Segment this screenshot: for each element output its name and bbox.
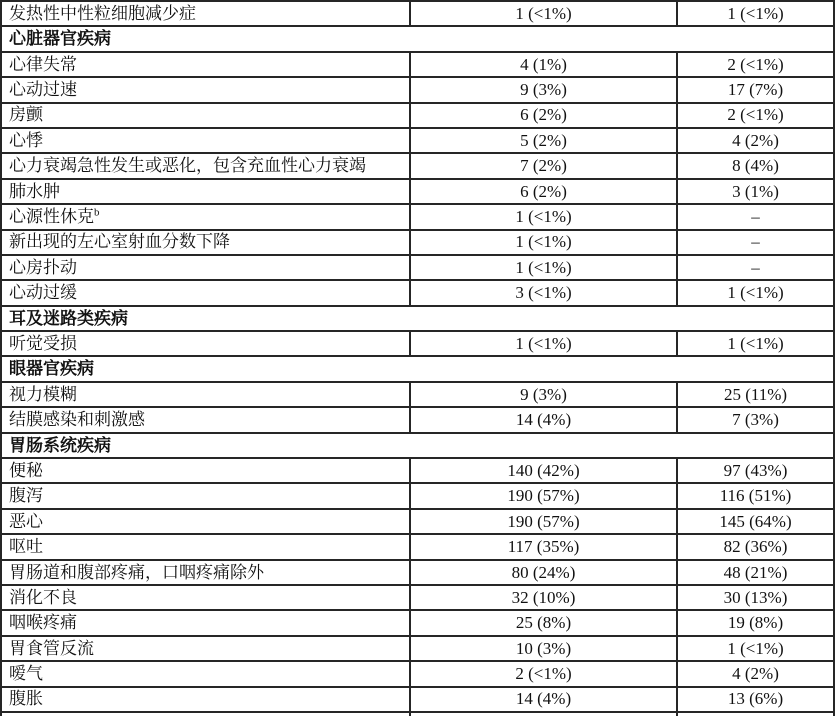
count-cell: 116 (51%) — [677, 483, 834, 508]
count-cell: 13 (6%) — [677, 687, 834, 712]
count-cell: 10 (3%) — [410, 636, 677, 661]
table-row — [1, 255, 834, 280]
condition-cell — [1, 636, 410, 661]
condition-cell — [1, 230, 410, 255]
count-cell: 19 (8%) — [677, 610, 834, 635]
count-cell: 6 (2%) — [410, 179, 677, 204]
section-header-cell: 心脏器官疾病 — [1, 26, 834, 51]
count-cell: 1 (<1%) — [410, 331, 677, 356]
count-cell: 25 (8%) — [410, 610, 677, 635]
section-header-row — [1, 26, 834, 51]
adverse-events-table-body — [1, 1, 834, 716]
count-cell: 190 (57%) — [410, 509, 677, 534]
condition-label: 新出现的左心室射血分数下降 — [9, 232, 230, 252]
count-cell: 145 (64%) — [677, 509, 834, 534]
count-cell: 30 (13%) — [677, 585, 834, 610]
count-cell: 1 (<1%) — [410, 255, 677, 280]
count-cell: 14 (4%) — [410, 407, 677, 432]
condition-label: 恶心 — [9, 511, 43, 531]
count-cell: – — [677, 230, 834, 255]
count-cell: 7 (3%) — [677, 407, 834, 432]
count-cell: 8 (4%) — [677, 153, 834, 178]
condition-label: 心力衰竭急性发生或恶化，包含充血性心力衰竭 — [9, 156, 366, 176]
section-header-row — [1, 433, 834, 458]
count-cell: 32 (10%) — [410, 585, 677, 610]
count-cell: 1 (<1%) — [677, 280, 834, 305]
count-cell: 1 (<1%) — [410, 1, 677, 26]
table-row — [1, 280, 834, 305]
condition-label: 听觉受损 — [9, 334, 77, 353]
condition-cell — [1, 1, 410, 26]
condition-cell — [1, 407, 410, 432]
condition-label: 心动过缓 — [9, 283, 77, 303]
count-cell: 14 (4%) — [410, 687, 677, 712]
condition-cell — [1, 534, 410, 559]
condition-label: 心悸 — [9, 130, 43, 150]
count-cell: 2 (<1%) — [410, 661, 677, 686]
table-row — [1, 687, 834, 712]
condition-label: 心动过速 — [9, 80, 77, 100]
count-cell: 82 (36%) — [677, 534, 834, 559]
section-header-row — [1, 356, 834, 381]
footnote-marker: b — [94, 206, 100, 219]
table-row — [1, 1, 834, 26]
condition-cell — [1, 77, 410, 102]
table-row — [1, 382, 834, 407]
count-cell: 1 (<1%) — [410, 230, 677, 255]
condition-cell — [1, 280, 410, 305]
count-cell: 9 (3%) — [410, 382, 677, 407]
count-cell: 3 (1%) — [677, 179, 834, 204]
count-cell: 25 (11%) — [677, 382, 834, 407]
table-row — [1, 128, 834, 153]
section-header-row — [1, 306, 834, 331]
condition-label: 房颤 — [9, 105, 43, 125]
table-row — [1, 534, 834, 559]
condition-cell — [1, 103, 410, 128]
count-cell: 1 (<1%) — [677, 331, 834, 356]
count-cell: 140 (42%) — [410, 458, 677, 483]
condition-cell — [1, 661, 410, 686]
condition-cell — [1, 382, 410, 407]
table-row — [1, 52, 834, 77]
condition-cell — [1, 52, 410, 77]
table-row — [1, 636, 834, 661]
condition-cell — [1, 483, 410, 508]
section-header-cell: 胃肠系统疾病 — [1, 433, 834, 458]
condition-cell — [1, 560, 410, 585]
condition-label: 视力模糊 — [9, 384, 77, 404]
condition-label: 腹胀 — [9, 689, 43, 709]
table-row — [1, 661, 834, 686]
count-cell: 1 (<1%) — [410, 204, 677, 229]
count-cell: 17 (7%) — [677, 77, 834, 102]
condition-cell — [1, 255, 410, 280]
condition-cell — [1, 179, 410, 204]
condition-label: 便秘 — [9, 460, 43, 480]
condition-cell — [1, 687, 410, 712]
section-header-cell: 眼器官疾病 — [1, 356, 834, 381]
count-cell: 80 (24%) — [410, 560, 677, 585]
condition-cell — [1, 509, 410, 534]
condition-label: 嗳气 — [9, 664, 43, 684]
table-row — [1, 77, 834, 102]
table-row — [1, 331, 834, 356]
section-header-cell: 耳及迷路类疾病 — [1, 306, 834, 331]
table-row — [1, 230, 834, 255]
table-row — [1, 153, 834, 178]
table-row — [1, 458, 834, 483]
count-cell: 3 (<1%) — [410, 280, 677, 305]
table-row — [1, 509, 834, 534]
condition-cell — [1, 331, 410, 356]
count-cell: – — [677, 204, 834, 229]
table-row — [1, 407, 834, 432]
count-cell: 7 (2%) — [410, 153, 677, 178]
condition-cell — [1, 585, 410, 610]
table-row — [1, 204, 834, 229]
count-cell: 97 (43%) — [677, 458, 834, 483]
condition-label: 结膜感染和刺激感 — [9, 410, 145, 430]
table-row — [1, 179, 834, 204]
condition-label: 咽喉疼痛 — [9, 613, 77, 633]
condition-label: 心律失常 — [9, 54, 77, 74]
count-cell: 48 (21%) — [677, 560, 834, 585]
count-cell: 1 (<1%) — [677, 636, 834, 661]
condition-label: 胃食管反流 — [9, 638, 94, 658]
condition-cell — [1, 204, 410, 229]
count-cell: 2 (<1%) — [677, 103, 834, 128]
condition-label: 肺水肿 — [9, 181, 60, 201]
count-cell: 2 (<1%) — [677, 52, 834, 77]
count-cell: 4 (1%) — [410, 52, 677, 77]
condition-cell — [1, 128, 410, 153]
table-row — [1, 610, 834, 635]
condition-label: 心源性休克 — [9, 207, 94, 227]
table-row — [1, 585, 834, 610]
condition-cell — [1, 712, 410, 716]
count-cell: 4 (2%) — [677, 128, 834, 153]
count-cell: 1 (<1%) — [677, 1, 834, 26]
count-cell: 190 (57%) — [410, 483, 677, 508]
condition-cell — [1, 458, 410, 483]
count-cell: – — [677, 255, 834, 280]
table-row — [1, 560, 834, 585]
condition-label: 呕吐 — [9, 537, 43, 557]
count-cell: 6 (2%) — [410, 103, 677, 128]
count-cell — [677, 712, 834, 716]
condition-label: 消化不良 — [9, 587, 77, 607]
count-cell: 117 (35%) — [410, 534, 677, 559]
count-cell: 9 (3%) — [410, 77, 677, 102]
count-cell: 4 (2%) — [677, 661, 834, 686]
clipped-row — [1, 712, 834, 716]
condition-cell — [1, 153, 410, 178]
condition-label: 腹泻 — [9, 486, 43, 506]
table-row — [1, 483, 834, 508]
count-cell: 5 (2%) — [410, 128, 677, 153]
count-cell — [410, 712, 677, 716]
table-row — [1, 103, 834, 128]
condition-cell — [1, 610, 410, 635]
condition-label: 心房扑动 — [9, 257, 77, 277]
condition-label: 胃肠道和腹部疼痛，口咽疼痛除外 — [9, 562, 264, 582]
condition-label: 发热性中性粒细胞减少症 — [9, 3, 196, 23]
